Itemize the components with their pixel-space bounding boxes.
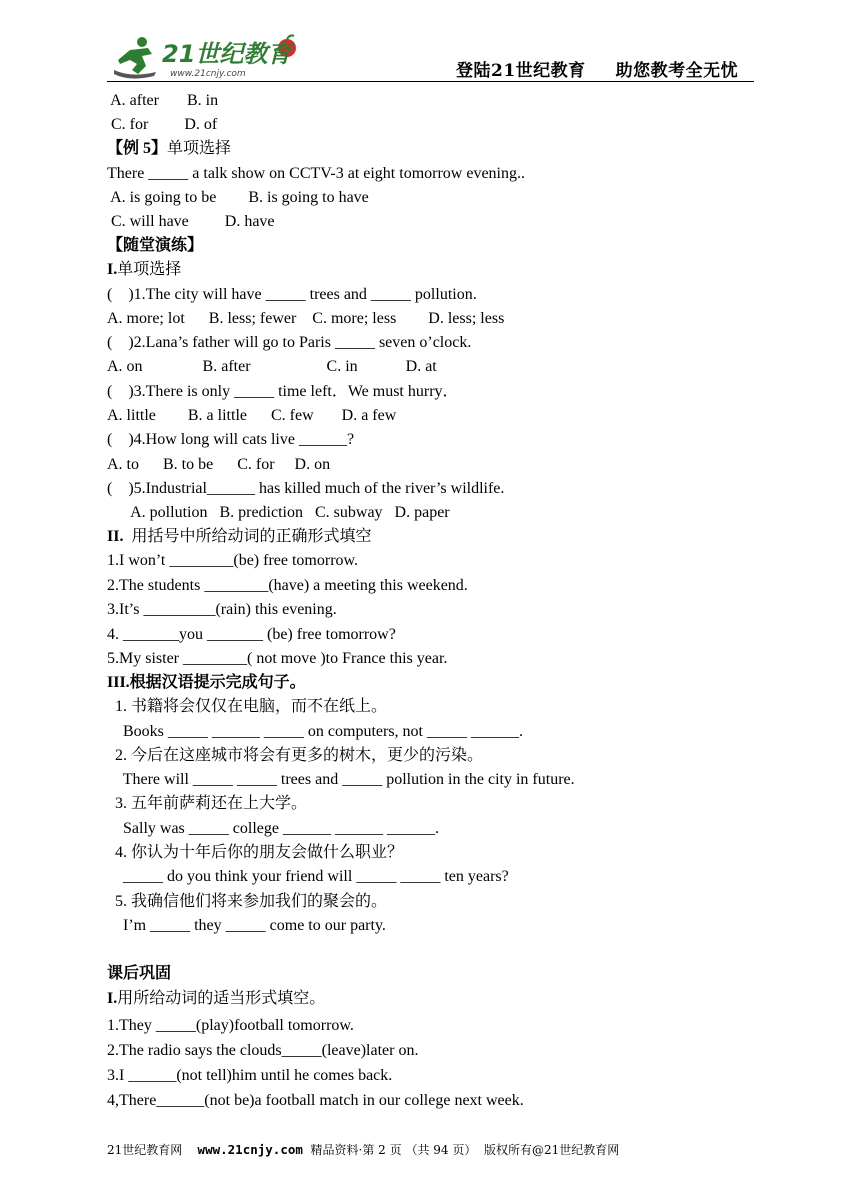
text-line: 【例 5】单项选择 (107, 140, 232, 157)
text-line: A. pollution B. prediction C. subway D. paper (107, 504, 450, 521)
text-line: A. after B. in (107, 92, 219, 109)
text-line: II. 用括号中所给动词的正确形式填空 (107, 528, 372, 545)
text-line: ( )5.Industrial______ has killed much of the river’s wildlife. (107, 480, 505, 497)
text-line: ( )1.The city will have _____ trees and _____ pollution. (107, 286, 477, 303)
running-figure-icon (114, 37, 156, 79)
text-line: A. is going to be B. is going to have (107, 189, 369, 206)
text-line: ( )3.There is only _____ time left．We must hurry． (107, 383, 459, 400)
text-line: 5. 我确信他们将来参加我们的聚会的。 (107, 893, 388, 910)
footer-url: www.21cnjy.com (197, 1142, 303, 1157)
text-line: 1.I won’t ________(be) free tomorrow. (107, 552, 359, 569)
text-line: 4. _______you _______ (be) free tomorrow? (107, 626, 396, 643)
logo-url: www.21cnjy.com (170, 69, 246, 79)
text-line: A. on B. after C. in D. at (107, 358, 437, 375)
text-line: 3. 五年前萨莉还在上大学。 (107, 795, 308, 812)
slogan-left: 登陆21世纪教育 (456, 61, 586, 81)
text-line: A. to B. to be C. for D. on (107, 456, 331, 473)
text-line: 4. 你认为十年后你的朋友会做什么职业？ (107, 844, 404, 861)
site-logo (112, 34, 312, 80)
slogan-right: 助您教考全无忧 (615, 61, 739, 81)
text-line: A. more; lot B. less; fewer C. more; less D. less; less (107, 310, 505, 327)
text-line: Sally was _____ college ______ ______ ______. (107, 820, 439, 837)
text-line: I’m _____ they _____ come to our party. (107, 917, 386, 934)
text-line: _____ do you think your friend will _____ _____ ten years? (107, 868, 509, 885)
text-line: C. will have D. have (107, 213, 275, 230)
page-footer (107, 1141, 619, 1158)
header-divider (107, 81, 754, 82)
text-line: 课后巩固 (107, 965, 172, 982)
text-line: III.根据汉语提示完成句子。 (107, 674, 306, 691)
text-line: 1.They _____(play)football tomorrow. (107, 1017, 354, 1034)
text-line: ( )4.How long will cats live ______? (107, 431, 355, 448)
text-line: Books _____ ______ _____ on computers, not _____ ______. (107, 723, 523, 740)
text-line: 3.I ______(not tell)him until he comes back. (107, 1067, 393, 1084)
text-line: 2.The students ________(have) a meeting this weekend. (107, 577, 468, 594)
text-line: 2. 今后在这座城市将会有更多的树木，更少的污染。 (107, 747, 484, 764)
text-line: ( )2.Lana’s father will go to Paris _____ seven o’clock. (107, 334, 472, 351)
footer-site: 21世纪教育网 (107, 1143, 183, 1157)
text-line: There will _____ _____ trees and _____ pollution in the city in future. (107, 771, 575, 788)
text-line: 【随堂演练】 (107, 237, 204, 254)
footer-info: 精品资料·第 2 页 （共 94 页） 版权所有@21世纪教育网 (310, 1143, 620, 1157)
text-line: I.单项选择 (107, 261, 182, 278)
text-line: There _____ a talk show on CCTV-3 at eight tomorrow evening.. (107, 165, 525, 182)
text-line: I.用所给动词的适当形式填空。 (107, 990, 326, 1007)
text-line: 3.It’s _________(rain) this evening. (107, 601, 337, 618)
header-slogan (456, 56, 738, 81)
text-line: 1. 书籍将会仅仅在电脑，而不在纸上。 (107, 698, 388, 715)
text-line: 5.My sister ________( not move )to France this year. (107, 650, 448, 667)
text-line: A. little B. a little C. few D. a few (107, 407, 397, 424)
logo-text: 21世纪教育 (162, 40, 292, 68)
text-line: C. for D. of (107, 116, 218, 133)
text-line: 4,There______(not be)a football match in our college next week. (107, 1092, 524, 1109)
text-line: 2.The radio says the clouds_____(leave)later on. (107, 1042, 419, 1059)
